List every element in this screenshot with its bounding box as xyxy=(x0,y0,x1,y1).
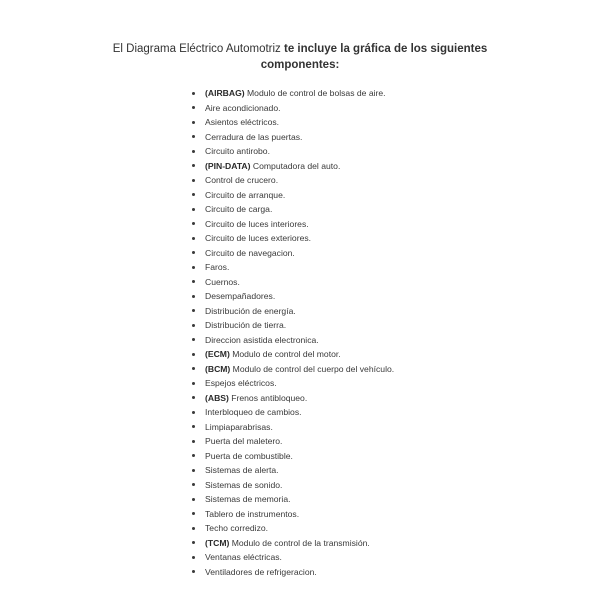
bullet-icon xyxy=(192,92,195,95)
item-text: Cuernos. xyxy=(205,276,240,287)
item-text: Circuito antirobo. xyxy=(205,146,270,156)
list-item xyxy=(191,115,394,130)
list-item xyxy=(191,318,394,333)
item-text: Tablero de instrumentos. xyxy=(205,508,300,519)
bullet-icon xyxy=(192,295,195,298)
list-item xyxy=(191,449,394,464)
list-item xyxy=(191,362,394,377)
bullet-icon xyxy=(192,266,195,269)
bullet-icon xyxy=(192,396,195,399)
item-text: Modulo de control del motor. xyxy=(229,349,341,359)
list-item xyxy=(191,521,394,536)
list-item xyxy=(191,463,394,478)
item-abbreviation: (AIRBAG) xyxy=(205,88,245,98)
item-abbreviation: (PIN-DATA) xyxy=(205,160,251,171)
bullet-icon xyxy=(192,179,195,182)
bullet-icon xyxy=(192,237,195,240)
item-text: Puerta de combustible. xyxy=(205,450,293,461)
item-abbreviation: (ECM) xyxy=(205,349,230,359)
bullet-icon xyxy=(192,121,195,124)
item-text: Sistemas de memoria. xyxy=(205,494,291,504)
list-item xyxy=(191,289,394,304)
item-text: Limpiaparabrisas. xyxy=(205,421,273,432)
item-text: Modulo de control de bolsas de aire. xyxy=(244,88,386,98)
list-item xyxy=(191,86,394,101)
item-text: Direccion asistida electronica. xyxy=(205,334,319,345)
list-item xyxy=(191,492,394,507)
item-abbreviation: (BCM) xyxy=(205,363,231,374)
list-item xyxy=(191,217,394,232)
bullet-icon xyxy=(192,251,195,254)
item-abbreviation: (ABS) xyxy=(205,392,229,403)
bullet-icon xyxy=(192,135,195,138)
item-text: Frenos antibloqueo. xyxy=(228,392,308,403)
bullet-icon xyxy=(192,498,195,501)
list-item xyxy=(191,420,394,435)
bullet-icon xyxy=(192,309,195,312)
item-text: Circuito de luces exteriores. xyxy=(205,233,312,243)
list-item xyxy=(191,434,394,449)
item-text: Techo corredizo. xyxy=(205,523,269,533)
list-item xyxy=(191,130,394,145)
list-item xyxy=(191,536,394,551)
bullet-icon xyxy=(192,367,195,370)
bullet-icon xyxy=(192,222,195,225)
list-item xyxy=(191,231,394,246)
item-text: Circuito de navegacion. xyxy=(205,247,295,258)
list-item xyxy=(191,202,394,217)
item-text: Desempañadores. xyxy=(205,291,276,301)
item-text: Ventanas eléctricas. xyxy=(205,552,282,562)
item-text: Circuito de luces interiores. xyxy=(205,218,309,229)
component-list xyxy=(191,86,394,579)
bullet-icon xyxy=(192,440,195,443)
list-item xyxy=(191,246,394,261)
bullet-icon xyxy=(192,193,195,196)
bullet-icon xyxy=(192,512,195,515)
item-text: Modulo de control de la transmisión. xyxy=(229,537,370,548)
item-text: Faros. xyxy=(205,262,230,272)
list-item xyxy=(191,275,394,290)
list-item xyxy=(191,347,394,362)
bullet-icon xyxy=(192,527,195,530)
bullet-icon xyxy=(192,280,195,283)
item-text: Puerta del maletero. xyxy=(205,436,283,446)
bullet-icon xyxy=(192,324,195,327)
bullet-icon xyxy=(192,425,195,428)
list-item xyxy=(191,565,394,580)
item-text: Asientos eléctricos. xyxy=(205,117,280,127)
bullet-icon xyxy=(192,570,195,573)
item-text: Espejos eléctricos. xyxy=(205,378,277,388)
item-text: Circuito de carga. xyxy=(205,204,273,214)
bullet-icon xyxy=(192,353,195,356)
list-item xyxy=(191,188,394,203)
intro-paragraph xyxy=(100,41,500,73)
list-item xyxy=(191,260,394,275)
list-item xyxy=(191,507,394,522)
bullet-icon xyxy=(192,382,195,385)
list-item xyxy=(191,173,394,188)
bullet-icon xyxy=(192,164,195,167)
list-item xyxy=(191,159,394,174)
list-item xyxy=(191,101,394,116)
bullet-icon xyxy=(192,106,195,109)
item-text: Distribución de energía. xyxy=(205,305,296,316)
item-text: Cerradura de las puertas. xyxy=(205,131,303,142)
item-text: Computadora del auto. xyxy=(250,160,341,171)
bullet-icon xyxy=(192,411,195,414)
bullet-icon xyxy=(192,338,195,341)
bullet-icon xyxy=(192,483,195,486)
bullet-icon xyxy=(192,208,195,211)
list-item xyxy=(191,304,394,319)
bullet-icon xyxy=(192,150,195,153)
item-abbreviation: (TCM) xyxy=(205,537,230,548)
item-text: Aire acondicionado. xyxy=(205,102,281,113)
list-item xyxy=(191,144,394,159)
bullet-icon xyxy=(192,541,195,544)
bullet-icon xyxy=(192,556,195,559)
item-text: Distribución de tierra. xyxy=(205,320,287,330)
item-text: Interbloqueo de cambios. xyxy=(205,407,302,417)
item-text: Control de crucero. xyxy=(205,175,279,185)
bullet-icon xyxy=(192,454,195,457)
item-text: Ventiladores de refrigeracion. xyxy=(205,566,317,577)
item-text: Sistemas de sonido. xyxy=(205,479,283,490)
list-item xyxy=(191,376,394,391)
item-text: Modulo de control del cuerpo del vehículo. xyxy=(230,363,395,374)
list-item xyxy=(191,550,394,565)
bullet-icon xyxy=(192,469,195,472)
list-item xyxy=(191,478,394,493)
intro-text: El Diagrama Eléctrico Automotriz xyxy=(112,43,285,55)
list-item xyxy=(191,333,394,348)
intro-bold-text: te incluye la gráfica de los siguientes componentes: xyxy=(260,43,488,71)
list-item xyxy=(191,391,394,406)
item-text: Circuito de arranque. xyxy=(205,189,286,200)
item-text: Sistemas de alerta. xyxy=(205,465,279,475)
list-item xyxy=(191,405,394,420)
